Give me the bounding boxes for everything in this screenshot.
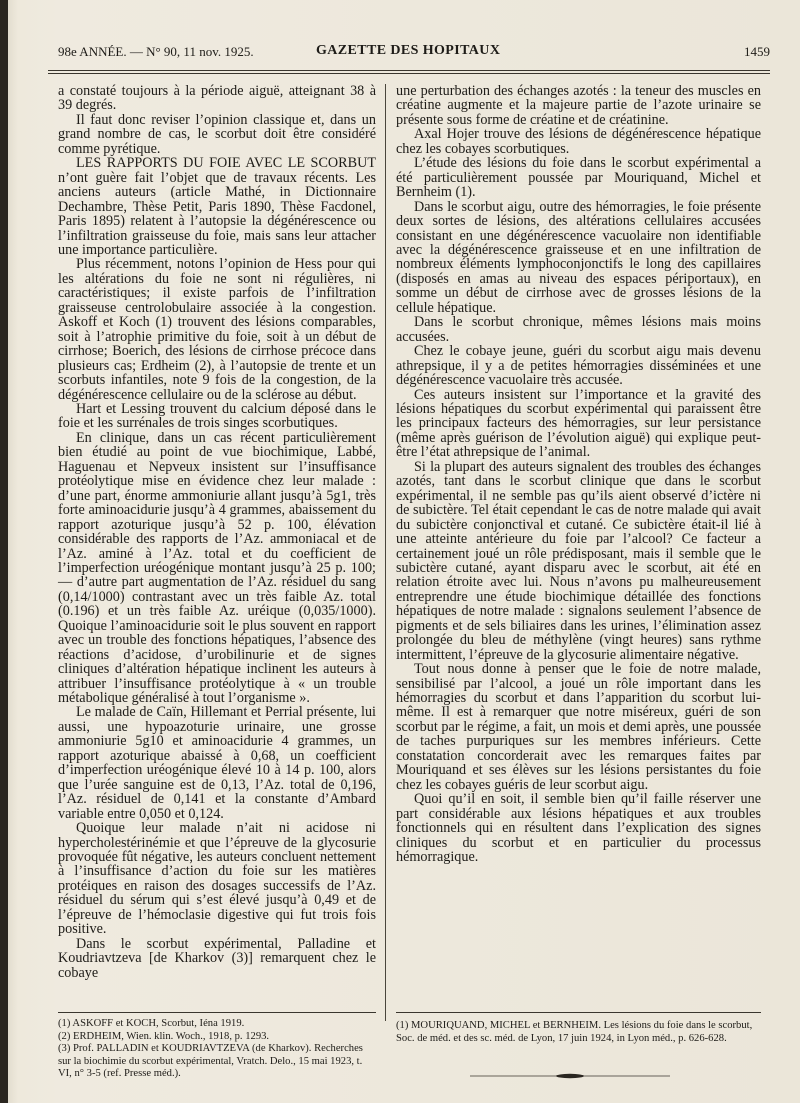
paragraph: Dans le scorbut expérimental, Palladine et Koudriavtzeva [de Kharkov (3)] remarquent chez le cobaye: [58, 935, 376, 981]
right-column: [396, 84, 761, 864]
footnote: (2) ERDHEIM, Wien. klin. Woch., 1918, p. 1293.: [58, 1030, 270, 1042]
paragraph: Plus récemment, notons l’opinion de Hess pour qui les altérations du foie ne sont ni régulières, ni caractéristiques; il existe parfois de l’infiltration graisseuse centrolobulaire associée à la congestion. Askoff et Koch (1) trouvent des lésions comparables, soit à l’atrophie primitive du foie, soit à un début de cirrhose; Boerich, des lésions de cirrhose précoce dans plusieurs cas; Erdheim (2), à l’autopsie de trente et un scorbuts infantiles, note 9 fois de la congestion, de la dégénérescence cellulaire ou de la sclérose au début.: [58, 256, 376, 403]
left-column: [58, 84, 376, 980]
footnote-rule-left: [58, 1012, 376, 1013]
paragraph: Chez le cobaye jeune, guéri du scorbut aigu mais devenu athrepsique, il y a de petites hémorragies disséminées et une dégénérescence vacuolaire très accusée.: [396, 343, 761, 389]
footnotes-left: [58, 1018, 376, 1081]
header-rule-bottom: [48, 73, 770, 74]
running-header: [58, 44, 770, 66]
paragraph: Quoique leur malade n’ait ni acidose ni hypercholestérinémie et que l’épreuve de la glycosurie provoquée fût négative, les auteurs concluent nettement à l’insuffisance d’action du foie sur les matières protéiques en raison des dosages successifs de l’Az. résiduel du sérum qui s’est élevé jusqu’à 0,49 et de l’épreuve de l’hémoclasie digestive qui fut trois fois positive.: [58, 820, 376, 938]
page-binding-edge: [0, 0, 8, 1103]
column-separator: [385, 84, 386, 1021]
paragraph: Quoi qu’il en soit, il semble bien qu’il faille réserver une part considérable aux lésions hépatiques et aux troubles fonctionnels qui en résultent dans l’explication des signes cliniques du scorbut et en particulier du processus hémorragique.: [396, 791, 761, 866]
footnote: (3) Prof. PALLADIN et KOUDRIAVTZEVA (de Kharkov). Recherches sur la biochimie du scorbut expérimental, Vratch. Delo., 15 mai 1923, t. VI, n° 3-5 (ref. Presse méd.).: [58, 1043, 363, 1080]
paragraph: Axal Hojer trouve des lésions de dégénérescence hépatique chez les cobayes scorbutiques.: [396, 126, 761, 157]
paragraph: une perturbation des échanges azotés : la teneur des muscles en créatine augmente et la majeure partie de l’azote urinaire se présente sous forme de créatine et de créatinine.: [396, 83, 761, 128]
journal-title: GAZETTE DES HOPITAUX: [316, 43, 501, 58]
paragraph: L’étude des lésions du foie dans le scorbut expérimental a été particulièrement poussée par Mouriquand, Michel et Bernheim (1).: [396, 155, 761, 201]
paragraph: Hart et Lessing trouvent du calcium déposé dans le foie et les surrénales de trois singes scorbutiques.: [58, 400, 376, 432]
paragraph: Le malade de Caïn, Hillemant et Perrial présente, lui aussi, une hypoazoturie urinaire, une grosse ammoniurie 5g10 et aminoacidurie 4 grammes, un rapport azoturique abaissé à 0,68, un coefficient d’imperfection uréogénique élevé 10 à 14 p. 100, alors que l’urée sanguine est de 0,13, l’Az. total de 0,196, l’Az. résiduel de 0,141 et la constante d’Ambard variable entre 0,050 et 0,124.: [58, 704, 376, 822]
paragraph: Dans le scorbut aigu, outre des hémorragies, le foie présente deux sortes de lésions, des altérations cellulaires accusées consistant en une dégénérescence vacuolaire non identifiable avec la dégénérescence graisseuse et en une infiltration de nombreux éléments lymphoconjonctifs le long des capillaires (disposés en amas au niveau des espaces périportaux), en somme un début de cirrhose avec de grosses lésions de la cellule hépatique.: [396, 198, 761, 316]
footnotes-right: [396, 1020, 761, 1045]
paragraph: a constaté toujours à la période aiguë, atteignant 38 à 39 degrés.: [58, 83, 376, 114]
paragraph: Tout nous donne à penser que le foie de notre malade, sensibilisé par l’alcool, a joué un rôle important dans les hémorragies du scorbut et dans l’apparition du scorbut lui-même. Il est à remarquer que notre miséreux, guéri de son scorbut par le régime, a fait, un mois et demi après, une poussée de taches purpuriques sur les membres inférieurs. Cette constatation concorderait avec les remarques faites par Mouriquand et ses élèves sur les lésions persistantes du foie chez les cobayes guéris de leur scorbut aigu.: [396, 661, 761, 793]
paragraph: Si la plupart des auteurs signalent des troubles des échanges azotés, tant dans le scorbut clinique que dans le scorbut expérimental, il ne semble pas qu’ils aient observé d’ictère ni de subictère. Tel était cependant le cas de notre malade qui avait du subictère conjonctival et cutané. Ce subictère était-il lié à une atteinte antérieure du foie par l’alcool? Ce facteur a certainement joué un rôle prédisposant, mais il semble que le subictère cutané, ayant disparu avec le scorbut, ait été en relation étroite avec lui. Nous n’avons pu malheureusement entreprendre une étude biochimique détaillée des fonctions hépatiques de notre malade : signalons seulement l’absence de pigments et de sels biliaires dans les urines, l’élimination assez prolongée du bleu de méthylène (vingt heures) sans rythme intermittent, l’épreuve de la glycosurie alimentaire négative.: [396, 458, 761, 663]
paragraph: LES RAPPORTS DU FOIE AVEC LE SCORBUT n’ont guère fait l’objet que de travaux récents. Les anciens auteurs (article Mathé, in Dictionnaire Dechambre, Thèse Petit, Paris 1890, Thèse Facdonel, Paris 1895) relatent à l’autopsie la dégénérescence ou l’infiltration graisseuse du foie, mais sans leur attacher une importance particulière.: [58, 155, 376, 258]
footnote-rule-right: [396, 1012, 761, 1013]
paragraph: En clinique, dans un cas récent particulièrement bien étudié au point de vue biochimique, Labbé, Haguenau et Nepveux insistent sur l’insuffisance protéolytique mise en évidence chez leur malade : d’une part, énorme ammoniurie allant jusqu’à 5g1, très forte aminoacidurie jusqu’à 4 grammes, abaissement du rapport azoturique jusqu’à 52 p. 100, élévation considérable des rapports de l’Az. ammoniacal et de l’Az. aminé à l’Az. total et du coefficient de l’imperfection uréogénique montant jusqu’à 25 p. 100; — d’autre part augmentation de l’Az. résiduel du sang (0,14/1000) contrastant avec un très faible Az. total (0.196) et un très faible Az. uréique (0,035/1000). Quoique l’aminoacidurie soit le plus souvent en rapport avec un trouble des fonctions hépatiques, l’absence des réactions d’acidose, d’urobilinurie et de signes cliniques d’altération hépatique inclinent les auteurs à attribuer l’insuffisance protéolytique à « un trouble métabolique généralisé à tout l’organisme ».: [58, 429, 376, 707]
page-number: 1459: [744, 44, 770, 59]
paragraph: Dans le scorbut chronique, mêmes lésions mais moins accusées.: [396, 314, 761, 345]
paragraph: Il faut donc reviser l’opinion classique et, dans un grand nombre de cas, le scorbut doit être considéré comme pyrétique.: [58, 111, 376, 157]
footnote: (1) ASKOFF et KOCH, Scorbut, Iéna 1919.: [58, 1018, 245, 1029]
issue-info: 98e ANNÉE. — N° 90, 11 nov. 1925.: [58, 44, 254, 59]
footnote: (1) MOURIQUAND, MICHEL et BERNHEIM. Les lésions du foie dans le scorbut, Soc. de méd. et des sc. méd. de Lyon, 17 juin 1924, in Lyon méd., p. 626-628.: [396, 1020, 753, 1044]
paragraph: Ces auteurs insistent sur l’importance et la gravité des lésions hépatiques du scorbut expérimental qui paraissent être les principaux facteurs des hémorragies, sur leur persistance (même après guérison de l’évolution aiguë) qui explique peut-être l’état athrepsique de l’animal.: [396, 386, 761, 461]
header-rule-top: [48, 70, 770, 71]
end-ornament: [470, 1073, 670, 1079]
